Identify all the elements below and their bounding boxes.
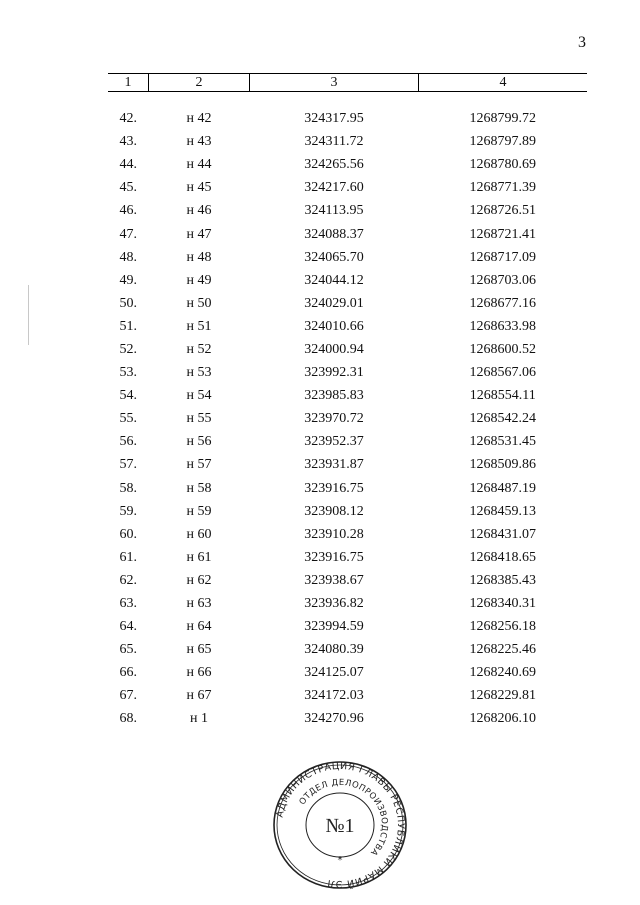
row-index: 56.: [119, 434, 137, 450]
table-row: [108, 477, 587, 500]
coordinate-x: 324270.96: [304, 711, 364, 727]
table-row: [108, 362, 587, 385]
coordinate-y: 1268431.07: [469, 526, 536, 542]
point-name: н 52: [186, 341, 212, 357]
coordinate-x: 324311.72: [304, 134, 364, 150]
point-name: н 42: [186, 111, 212, 127]
coordinate-y: 1268567.06: [469, 365, 536, 381]
row-index: 63.: [119, 596, 137, 612]
point-name: н 62: [186, 572, 212, 588]
row-index: 67.: [119, 688, 137, 704]
coordinate-y: 1268771.39: [469, 180, 536, 196]
row-index: 68.: [119, 711, 137, 727]
coordinate-y: 1268340.31: [469, 596, 536, 612]
point-name: н 48: [186, 249, 212, 265]
table-row: [108, 569, 587, 592]
coordinate-y: 1268418.65: [469, 549, 536, 565]
seal-star: *: [337, 855, 343, 866]
point-name: н 56: [186, 434, 212, 450]
point-name: н 50: [186, 295, 212, 311]
coordinate-y: 1268677.16: [469, 295, 536, 311]
row-index: 61.: [119, 549, 137, 565]
point-name: н 54: [186, 388, 212, 404]
coordinate-y: 1268721.41: [469, 226, 536, 242]
coordinate-x: 324217.60: [304, 180, 364, 196]
coordinate-y: 1268206.10: [469, 711, 536, 727]
table-row: [108, 177, 587, 200]
coordinate-x: 324172.03: [304, 688, 364, 704]
coordinate-x: 323985.83: [304, 388, 364, 404]
coordinate-y: 1268385.43: [469, 572, 536, 588]
table-row: [108, 662, 587, 685]
coordinate-x: 323936.82: [304, 596, 364, 612]
table-row: [108, 546, 587, 569]
row-index: 66.: [119, 665, 137, 681]
table-row: [108, 639, 587, 662]
coordinate-y: 1268726.51: [469, 203, 536, 219]
point-name: н 46: [186, 203, 212, 219]
table-row: [108, 454, 587, 477]
coordinate-x: 323938.67: [304, 572, 364, 588]
seal-outer-text: АДМИНИСТРАЦИЯ ГЛАВЫ РЕСПУБЛИКИ МАРИЙ ЭЛ: [274, 760, 407, 890]
coordinate-x: 324113.95: [304, 203, 364, 219]
table-header-row: [108, 74, 587, 92]
row-index: 59.: [119, 503, 137, 519]
row-index: 47.: [119, 226, 137, 242]
point-name: н 49: [186, 272, 212, 288]
table-row: [108, 592, 587, 615]
coordinate-x: 323994.59: [304, 619, 364, 635]
column-header: 3: [250, 74, 419, 92]
coordinate-y: 1268531.45: [469, 434, 536, 450]
table-row: [108, 200, 587, 223]
point-name: н 51: [186, 318, 212, 334]
coordinate-x: 323916.75: [304, 480, 364, 496]
table-row: [108, 500, 587, 523]
coordinate-y: 1268780.69: [469, 157, 536, 173]
row-index: 55.: [119, 411, 137, 427]
point-name: н 65: [186, 642, 212, 658]
table-row: [108, 131, 587, 154]
coordinate-y: 1268600.52: [469, 341, 536, 357]
point-name: н 47: [186, 226, 212, 242]
coordinate-x: 324000.94: [304, 341, 364, 357]
seal-graphic: [270, 760, 410, 890]
row-index: 43.: [119, 134, 137, 150]
coordinate-y: 1268487.19: [469, 480, 536, 496]
coordinate-x: 323992.31: [304, 365, 364, 381]
coordinate-y: 1268554.11: [469, 388, 536, 404]
point-name: н 60: [186, 526, 212, 542]
coordinate-x: 324125.07: [304, 665, 364, 681]
column-header: 2: [149, 74, 250, 92]
coordinate-x: 324010.66: [304, 318, 364, 334]
table-row: [108, 708, 587, 731]
row-index: 54.: [119, 388, 137, 404]
seal-number: №1: [325, 815, 355, 837]
point-name: н 57: [186, 457, 212, 473]
row-index: 65.: [119, 642, 137, 658]
point-name: н 64: [186, 619, 212, 635]
table-row: [108, 338, 587, 361]
row-index: 52.: [119, 341, 137, 357]
row-index: 57.: [119, 457, 137, 473]
table-row: [108, 108, 587, 131]
table-row: [108, 269, 587, 292]
coordinate-x: 324265.56: [304, 157, 364, 173]
point-name: н 59: [186, 503, 212, 519]
coordinate-x: 323931.87: [304, 457, 364, 473]
table-row: [108, 408, 587, 431]
point-name: н 55: [186, 411, 212, 427]
coordinate-y: 1268229.81: [469, 688, 536, 704]
table-row: [108, 685, 587, 708]
coordinate-x: 324088.37: [304, 226, 364, 242]
point-name: н 44: [186, 157, 212, 173]
coordinates-table: [108, 73, 587, 731]
table-row: [108, 315, 587, 338]
row-index: 64.: [119, 619, 137, 635]
coordinate-y: 1268459.13: [469, 503, 536, 519]
official-seal: [270, 760, 410, 890]
coordinate-x: 323910.28: [304, 526, 364, 542]
coordinate-x: 324065.70: [304, 249, 364, 265]
point-name: н 53: [186, 365, 212, 381]
column-header: 4: [419, 74, 588, 92]
point-name: н 66: [186, 665, 212, 681]
table-row: [108, 385, 587, 408]
row-index: 42.: [119, 111, 137, 127]
point-name: н 1: [190, 711, 208, 727]
point-name: н 63: [186, 596, 212, 612]
coordinate-y: 1268797.89: [469, 134, 536, 150]
coordinate-y: 1268633.98: [469, 318, 536, 334]
page-number: 3: [578, 34, 586, 51]
point-name: н 58: [186, 480, 212, 496]
coordinate-x: 324317.95: [304, 111, 364, 127]
seal-inner-text: ОТДЕЛ ДЕЛОПРОИЗВОДСТВА: [297, 777, 390, 858]
row-index: 58.: [119, 480, 137, 496]
table-row: [108, 431, 587, 454]
coordinate-y: 1268509.86: [469, 457, 536, 473]
point-name: н 43: [186, 134, 212, 150]
row-index: 53.: [119, 365, 137, 381]
scan-margin-mark: [28, 285, 29, 345]
coordinate-x: 324080.39: [304, 642, 364, 658]
row-index: 60.: [119, 526, 137, 542]
table-row: [108, 292, 587, 315]
coordinate-y: 1268256.18: [469, 619, 536, 635]
table-row: [108, 246, 587, 269]
coordinate-y: 1268542.24: [469, 411, 536, 427]
point-name: н 45: [186, 180, 212, 196]
coordinate-x: 324029.01: [304, 295, 364, 311]
coordinate-x: 323970.72: [304, 411, 364, 427]
row-index: 51.: [119, 318, 137, 334]
table-row: [108, 223, 587, 246]
column-header: 1: [108, 74, 149, 92]
coordinate-x: 323908.12: [304, 503, 364, 519]
row-index: 62.: [119, 572, 137, 588]
row-index: 50.: [119, 295, 137, 311]
row-index: 49.: [119, 272, 137, 288]
row-index: 44.: [119, 157, 137, 173]
coordinate-y: 1268703.06: [469, 272, 536, 288]
coordinate-x: 324044.12: [304, 272, 364, 288]
coordinate-x: 323952.37: [304, 434, 364, 450]
table-row: [108, 154, 587, 177]
coordinate-y: 1268799.72: [469, 111, 536, 127]
table-row: [108, 616, 587, 639]
point-name: н 61: [186, 549, 212, 565]
coordinate-y: 1268717.09: [469, 249, 536, 265]
row-index: 45.: [119, 180, 137, 196]
point-name: н 67: [186, 688, 212, 704]
coordinate-x: 323916.75: [304, 549, 364, 565]
row-index: 48.: [119, 249, 137, 265]
table-row: [108, 523, 587, 546]
coordinate-y: 1268225.46: [469, 642, 536, 658]
row-index: 46.: [119, 203, 137, 219]
coordinate-y: 1268240.69: [469, 665, 536, 681]
